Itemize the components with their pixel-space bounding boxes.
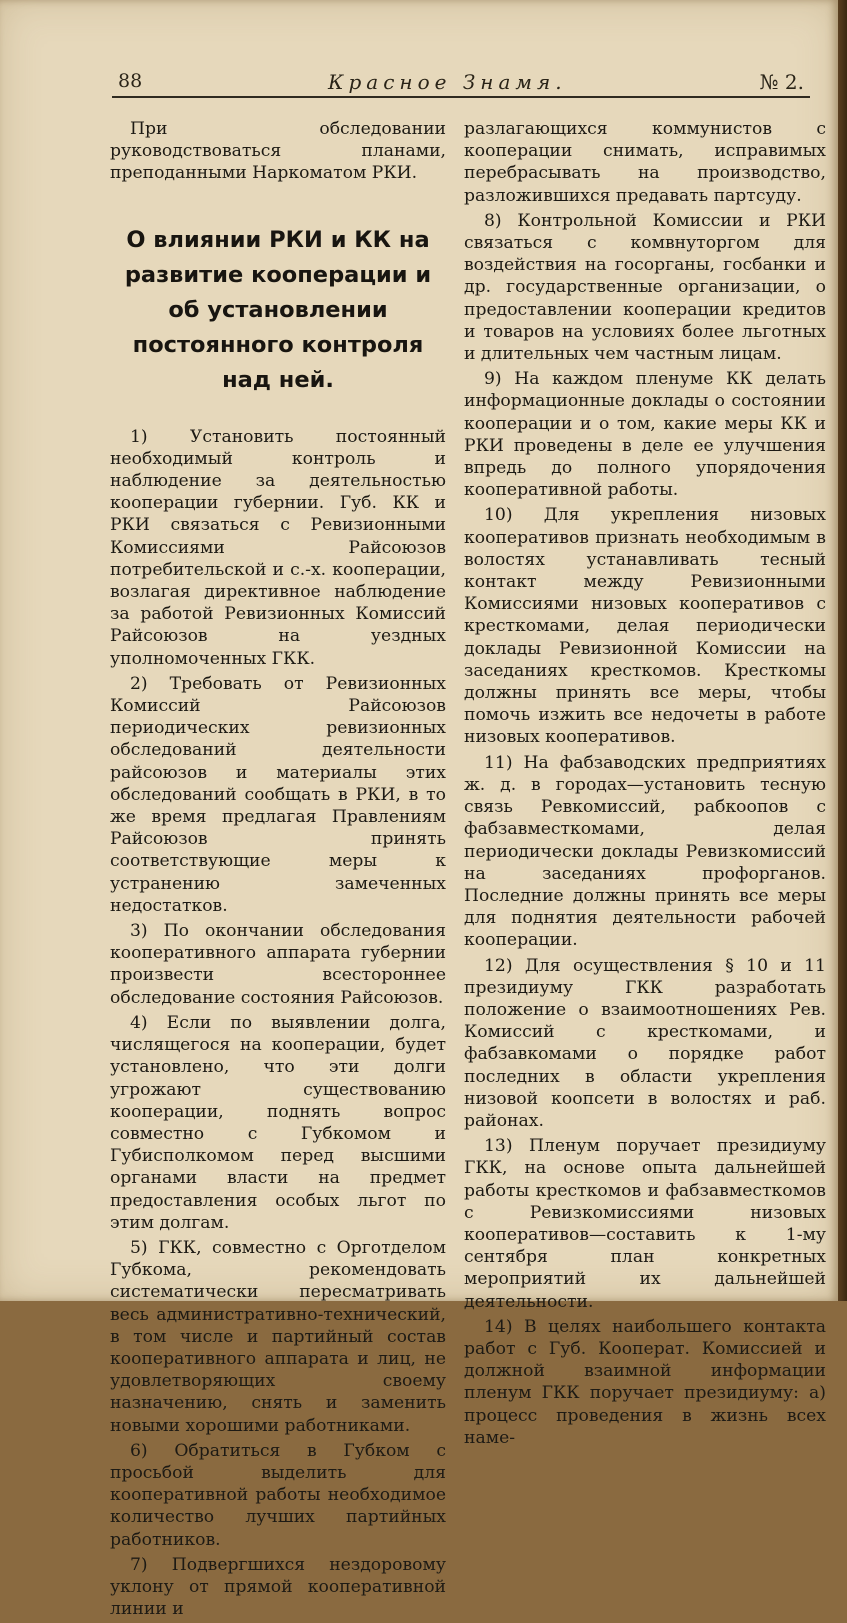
list-item: 12) Для осуществления § 10 и 11 президиуму ГКК разработать положение о взаимоотношениях Рев. Комиссий с кресткомами, и фабзавкомами о порядке работ последних в области укрепления низовой коопсети в волостях и раб. районах. xyxy=(464,955,826,1131)
list-item: 6) Обратиться в Губком с просьбой выделить для кооперативной работы необходимое количество лучших партийных работников. xyxy=(110,1440,446,1550)
list-item: 1) Установить постоянный необходимый контроль и наблюдение за деятельностью кооперации губернии. Губ. КК и РКИ связаться с Ревизионными Комиссиями Райсоюзов потребительской и с.-х. кооперации, возлагая директивное наблюдение за работой Ревизионных Комиссий Райсоюзов на уездных уполномоченных ГКК. xyxy=(110,426,446,669)
lead-paragraph: При обследовании руководствоваться планами, преподанными Наркоматом РКИ. xyxy=(110,119,446,184)
journal-title: Красное Знамя. xyxy=(328,70,567,94)
list-item: 14) В целях наибольшего контакта работ с Губ. Кооперат. Комиссией и должной взаимной информации пленум ГКК поручает президиуму: а) процесс проведения в жизнь всех наме- xyxy=(464,1316,826,1448)
list-item: 10) Для укрепления низовых кооперативов признать необходимым в волостях устанавливать тесный контакт между Ревизионными Комиссиями низовых кооперативов с кресткомами, делая периодически доклады Ревизионной Комиссии на заседаниях кресткомов. Кресткомы должны принять все меры, чтобы помочь изжить все недочеты в работе низовых кооперативов. xyxy=(464,505,826,748)
list-item: 2) Требовать от Ревизионных Комиссий Райсоюзов периодических ревизионных обследований деятельности райсоюзов и материалы этих обследований сообщать в РКИ, в то же время предлагая Правлениям Райсоюзов принять соответствующие меры к устранению замеченных недостатков. xyxy=(110,673,446,916)
continued-paragraph: разлагающихся коммунистов с кооперации снимать, исправимых перебрасывать на производство, разложившихся предавать партсуду. xyxy=(464,119,826,206)
page-header xyxy=(110,64,810,98)
list-item: 8) Контрольной Комиссии и РКИ связаться с комвнуторгом для воздействия на госорганы, госбанки и др. государственные организации, о предоставлении кооперации кредитов и товаров на условиях более льготных и длительных чем частным лицам. xyxy=(464,210,826,365)
list-item: 4) Если по выявлении долга, числящегося на кооперации, будет установлено, что эти долги угрожают существованию кооперации, поднять вопрос совместно с Губкомом и Губисполкомом перед высшими органами власти на предмет предоставления особых льгот по этим долгам. xyxy=(110,1012,446,1233)
list-item: 9) На каждом пленуме КК делать информационные доклады о состоянии кооперации и о том, какие меры КК и РКИ проведены в деле ее улучшения впредь до полного упорядочения кооперативной работы. xyxy=(464,369,826,501)
page-number: 88 xyxy=(118,70,143,92)
page-edge-shadow xyxy=(838,0,847,1301)
right-column xyxy=(464,118,826,1452)
list-item: 5) ГКК, совместно с Орготделом Губкома, рекомендовать систематически пересматривать весь административно-технический, в том числе и партийный состав кооперативного аппарата и лиц, не удовлетворяющих своему назначению, снять и заменить новыми хорошими работниками. xyxy=(110,1237,446,1436)
list-item: 3) По окончании обследования кооперативного аппарата губернии произвести всестороннее обследование состояния Райсоюзов. xyxy=(110,921,446,1008)
list-item: 11) На фабзаводских предприятиях ж. д. в городах—установить тесную связь Ревкомиссий, рабкоопов с фабзавместкомами, делая периодически доклады Ревизкомиссий на заседаниях профорганов. Последние должны принять все меры для поднятия деятельности рабочей кооперации. xyxy=(464,752,826,951)
list-item: 7) Подвергшихся нездоровому уклону от прямой кооперативной линии и xyxy=(110,1554,446,1620)
article-heading: О влиянии РКИ и КК на развитие кооперации и об установлении постоянного контроля над ней. xyxy=(124,226,432,393)
header-rule xyxy=(112,96,810,98)
issue-number: № 2. xyxy=(759,70,804,94)
left-column xyxy=(110,118,446,1623)
list-item: 13) Пленум поручает президиуму ГКК, на основе опыта дальнейшей работы кресткомов и фабзавместкомов с Ревизкомиссиями низовых кооперативов—составить к 1-му сентября план конкретных мероприятий их дальнейшей деятельности. xyxy=(464,1136,826,1312)
